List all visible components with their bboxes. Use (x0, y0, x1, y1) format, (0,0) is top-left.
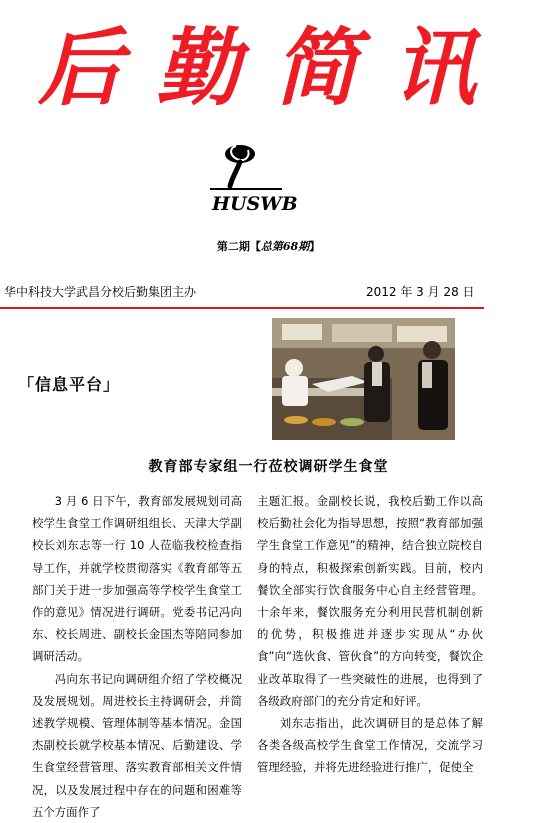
sponsor-line: 华中科技大学武昌分校后勤集团主办 (4, 285, 197, 299)
article-paragraph: 冯向东书记向调研组介绍了学校概况及发展规划。周进校长主持调研会，并简述教学规模、管理体制等基本情况。金国杰副校长就学校基本情况、后勤建设、学生食堂经营管理、落实教育部相关文件情况，以及发展过程中存在的问题和困难等五个方面作了 (32, 671, 242, 819)
masthead-char: 简 (273, 18, 360, 117)
article-column-left (32, 490, 242, 823)
masthead-char: 勤 (155, 18, 242, 117)
logo-label: HUSWB (212, 193, 298, 215)
issue-total: 总第68期 (260, 240, 310, 253)
issue-suffix: 】 (309, 240, 321, 253)
header-divider (0, 307, 484, 309)
issue-number (0, 238, 537, 254)
issue-prefix: 第二期【 (216, 240, 261, 253)
article-paragraph: 主题汇报。金副校长说，我校后勤工作以高校后勤社会化为指导思想，按照“教育部加强学生食堂工作意见”的精神，结合独立院校自身的特点，积极探索创新实践。目前，校内餐饮全部实行饮食服务中心自主经营管理。十余年来，餐饮服务充分利用民营机制创新的优势，积极推进并逐步实现从“办伙食”向“选伙食、管伙食”的方向转变，餐饮企业改革取得了一些突破性的进展，也得到了各级政府部门的充分肯定和好评。 (257, 494, 483, 708)
article-paragraph: 3 月 6 日下午，教育部发展规划司高校学生食堂工作调研组组长、天津大学副校长刘东志等一行 10 人莅临我校检查指导工作，并就学校贯彻落实《教育部等五部门关于进一步加强高等学校学生食堂工作的意见》情况进行调研。党委书记冯向东、校长周进、副校长金国杰等陪同参加调研活动。 (32, 494, 242, 664)
column-tag: 「信息平台」 (18, 375, 121, 394)
article-headline: 教育部专家组一行莅校调研学生食堂 (148, 459, 389, 475)
masthead-char: 后 (38, 18, 125, 117)
masthead-title (38, 14, 478, 122)
masthead-char: 讯 (391, 18, 478, 117)
article-column-right (257, 490, 483, 779)
publish-date: 2012 年 3 月 28 日 (366, 285, 475, 299)
canteen-photo (272, 318, 455, 440)
article-paragraph: 刘东志指出，此次调研目的是总体了解各类各级高校学生食堂工作情况，交流学习管理经验，并将先进经验进行推广，促使全 (257, 716, 483, 775)
ladle-logo-icon (206, 138, 298, 218)
